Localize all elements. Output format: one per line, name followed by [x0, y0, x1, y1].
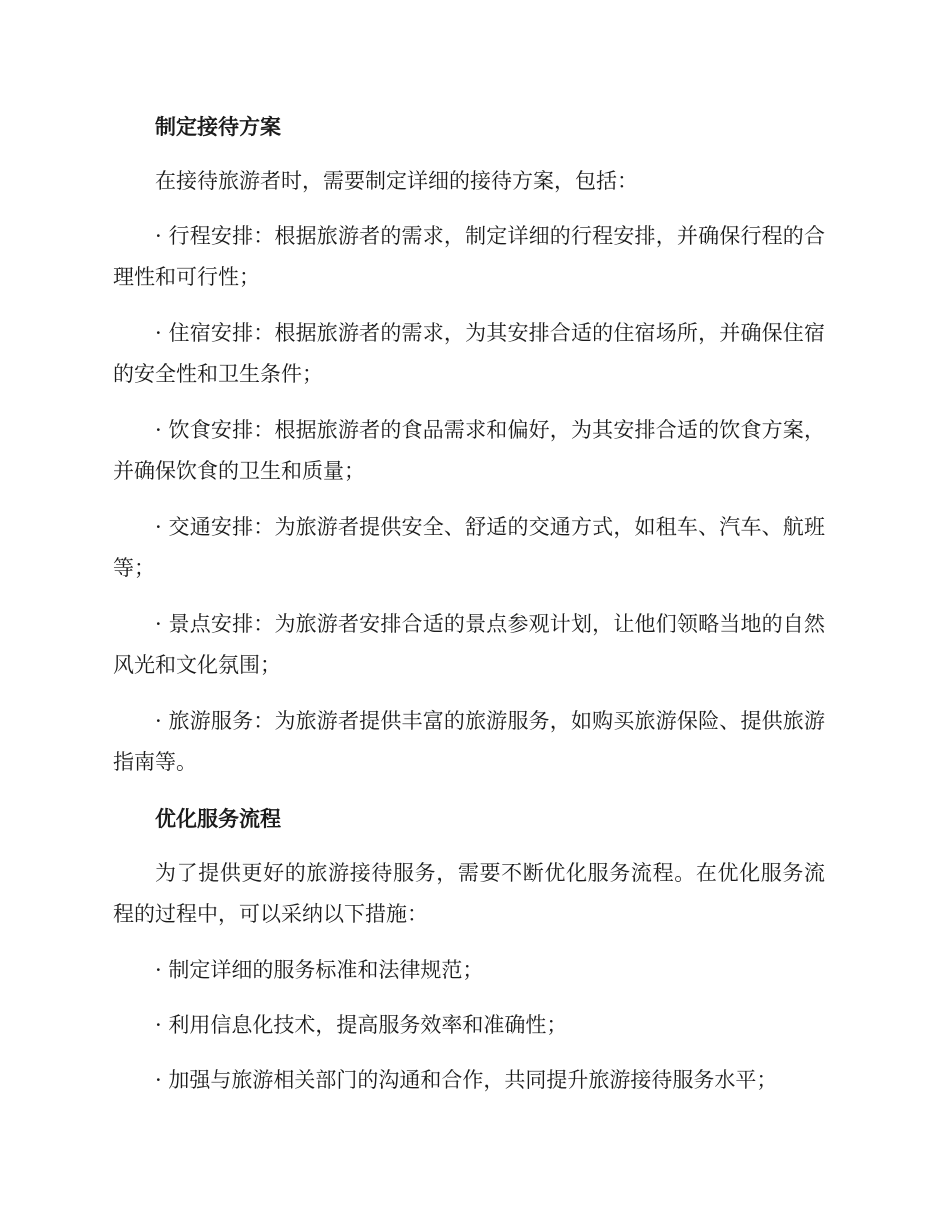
bullet-item: · 旅游服务：为旅游者提供丰富的旅游服务，如购买旅游保险、提供旅游指南等。 [113, 709, 825, 774]
bullet-item: · 加强与旅游相关部门的沟通和合作，共同提升旅游接待服务水平； [155, 1068, 778, 1092]
paragraph: 在接待旅游者时，需要制定详细的接待方案，包括： [155, 169, 638, 193]
bullet-item: · 景点安排：为旅游者安排合适的景点参观计划，让他们领略当地的自然风光和文化氛围； [113, 612, 825, 677]
bullet-item: · 行程安排：根据旅游者的需求，制定详细的行程安排，并确保行程的合理性和可行性； [113, 224, 825, 289]
section-heading: 优化服务流程 [155, 806, 281, 831]
paragraph: 为了提供更好的旅游接待服务，需要不断优化服务流程。在优化服务流程的过程中，可以采纳以下措施： [113, 861, 825, 926]
bullet-item: · 制定详细的服务标准和法律规范； [155, 958, 484, 982]
bullet-item: · 利用信息化技术，提高服务效率和准确性； [155, 1013, 568, 1037]
section-heading: 制定接待方案 [155, 114, 281, 139]
bullet-item: · 饮食安排：根据旅游者的食品需求和偏好，为其安排合适的饮食方案，并确保饮食的卫生和质量； [113, 418, 825, 483]
bullet-item: · 交通安排：为旅游者提供安全、舒适的交通方式，如租车、汽车、航班等； [113, 515, 825, 580]
bullet-item: · 住宿安排：根据旅游者的需求，为其安排合适的住宿场所，并确保住宿的安全性和卫生条件； [113, 321, 825, 386]
